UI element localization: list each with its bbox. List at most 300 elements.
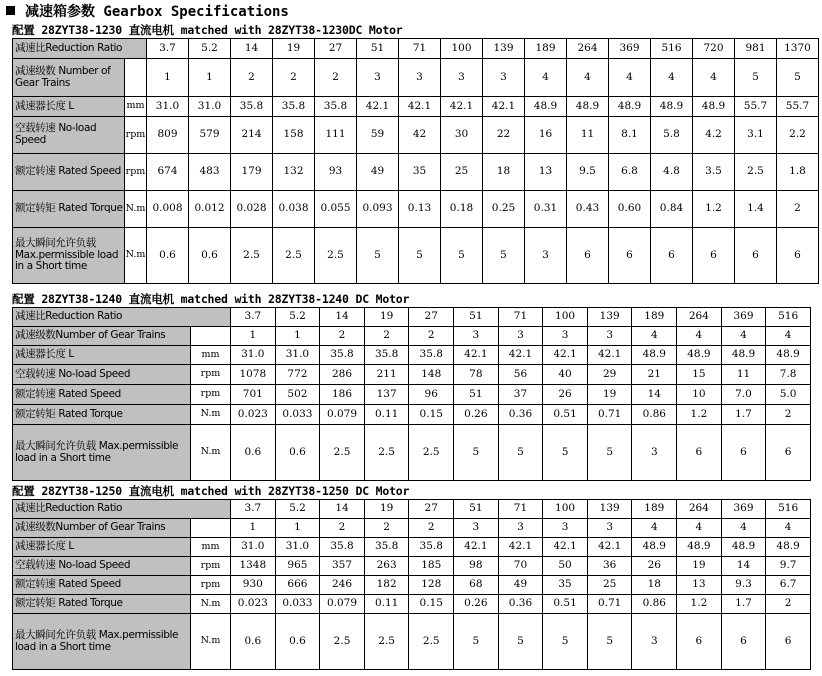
row-label: 减速器长度 L (13, 346, 191, 365)
value-cell: 59 (357, 117, 399, 154)
value-cell: 3 (441, 59, 483, 97)
value-cell: 13 (677, 576, 722, 595)
row-label: 减速比Reduction Ratio (13, 308, 231, 327)
ratio-header-cell: 14 (320, 308, 365, 327)
value-cell: 4 (766, 519, 811, 538)
value-cell: 286 (320, 365, 365, 385)
value-cell: 0.033 (275, 405, 320, 425)
value-cell: 3.1 (735, 117, 777, 154)
value-cell: 48.9 (677, 538, 722, 557)
value-cell: 48.9 (721, 538, 766, 557)
value-cell: 48.9 (766, 346, 811, 365)
ratio-header-cell: 369 (721, 308, 766, 327)
spec-table-1230 (12, 38, 819, 284)
unit-cell: rpm (125, 154, 147, 191)
value-cell: 137 (364, 385, 409, 405)
value-cell: 0.012 (189, 191, 231, 228)
value-cell: 666 (275, 576, 320, 595)
ratio-header-cell: 264 (677, 500, 722, 519)
value-cell: 35.8 (315, 97, 357, 117)
value-cell: 35.8 (273, 97, 315, 117)
row-label: 额定转矩 Rated Torque (13, 595, 191, 614)
value-cell: 42.1 (543, 346, 588, 365)
value-cell: 5 (483, 228, 525, 284)
value-cell: 42.1 (454, 538, 499, 557)
ratio-header-cell: 51 (357, 39, 399, 59)
value-cell: 3 (587, 327, 632, 346)
ratio-header-cell: 139 (587, 500, 632, 519)
value-cell: 50 (543, 557, 588, 576)
ratio-header-cell: 369 (721, 500, 766, 519)
value-cell: 42.1 (498, 346, 543, 365)
value-cell: 185 (409, 557, 454, 576)
ratio-header-cell: 14 (231, 39, 273, 59)
value-cell: 0.15 (409, 595, 454, 614)
value-cell: 483 (189, 154, 231, 191)
value-cell: 6 (677, 425, 722, 481)
value-cell: 0.51 (543, 405, 588, 425)
value-cell: 6.8 (609, 154, 651, 191)
value-cell: 0.6 (275, 425, 320, 481)
value-cell: 42.1 (399, 97, 441, 117)
unit-cell: mm (191, 538, 231, 557)
ratio-header-cell: 516 (766, 500, 811, 519)
ratio-header-cell: 19 (273, 39, 315, 59)
value-cell: 1 (275, 327, 320, 346)
value-cell: 9.7 (766, 557, 811, 576)
value-cell: 965 (275, 557, 320, 576)
ratio-header-cell: 3.7 (147, 39, 189, 59)
value-cell: 55.7 (777, 97, 819, 117)
ratio-header-cell: 71 (399, 39, 441, 59)
ratio-header-cell: 14 (320, 500, 365, 519)
value-cell: 25 (587, 576, 632, 595)
value-cell: 42.1 (543, 538, 588, 557)
table-row (13, 228, 819, 284)
value-cell: 48.9 (651, 97, 693, 117)
value-cell: 3 (632, 614, 677, 670)
value-cell: 15 (677, 365, 722, 385)
value-cell: 55.7 (735, 97, 777, 117)
row-label: 额定转速 Rated Speed (13, 385, 191, 405)
value-cell: 6 (693, 228, 735, 284)
value-cell: 13 (525, 154, 567, 191)
value-cell: 5 (498, 425, 543, 481)
value-cell: 4 (693, 59, 735, 97)
value-cell: 35.8 (231, 97, 273, 117)
table-row (13, 39, 819, 59)
value-cell: 48.9 (609, 97, 651, 117)
value-cell: 31.0 (275, 346, 320, 365)
value-cell: 42.1 (357, 97, 399, 117)
value-cell: 78 (454, 365, 499, 385)
value-cell: 3 (454, 519, 499, 538)
value-cell: 19 (587, 385, 632, 405)
value-cell: 2 (409, 519, 454, 538)
value-cell: 5 (543, 614, 588, 670)
value-cell: 35 (399, 154, 441, 191)
value-cell: 5.8 (651, 117, 693, 154)
ratio-header-cell: 1370 (777, 39, 819, 59)
section-1-title: 配置 28ZYT38-1230 直流电机 matched with 28ZYT38-1230DC Motor (12, 23, 403, 37)
value-cell: 158 (273, 117, 315, 154)
value-cell: 2 (364, 327, 409, 346)
table-row (13, 154, 819, 191)
value-cell: 48.9 (677, 346, 722, 365)
value-cell: 2.5 (364, 425, 409, 481)
unit-cell (125, 59, 147, 97)
value-cell: 48.9 (567, 97, 609, 117)
value-cell: 21 (632, 365, 677, 385)
value-cell: 26 (543, 385, 588, 405)
value-cell: 68 (454, 576, 499, 595)
value-cell: 42.1 (587, 346, 632, 365)
table-row (13, 500, 811, 519)
value-cell: 8.1 (609, 117, 651, 154)
ratio-header-cell: 189 (632, 308, 677, 327)
ratio-header-cell: 51 (454, 500, 499, 519)
value-cell: 6.7 (766, 576, 811, 595)
ratio-header-cell: 189 (632, 500, 677, 519)
value-cell: 1.2 (677, 595, 722, 614)
value-cell: 0.028 (231, 191, 273, 228)
value-cell: 35.8 (364, 538, 409, 557)
value-cell: 0.079 (320, 405, 365, 425)
value-cell: 2 (766, 595, 811, 614)
bullet-icon (6, 6, 15, 15)
value-cell: 6 (766, 425, 811, 481)
table-row (13, 595, 811, 614)
value-cell: 1.7 (721, 595, 766, 614)
value-cell: 4 (632, 327, 677, 346)
value-cell: 0.26 (454, 595, 499, 614)
value-cell: 0.6 (189, 228, 231, 284)
value-cell: 4 (567, 59, 609, 97)
value-cell: 0.71 (587, 405, 632, 425)
table-row (13, 327, 811, 346)
value-cell: 56 (498, 365, 543, 385)
value-cell: 4 (766, 327, 811, 346)
ratio-header-cell: 5.2 (189, 39, 231, 59)
value-cell: 26 (632, 557, 677, 576)
row-label: 减速器长度 L (13, 538, 191, 557)
value-cell: 4 (632, 519, 677, 538)
ratio-header-cell: 27 (315, 39, 357, 59)
ratio-header-cell: 100 (543, 308, 588, 327)
ratio-header-cell: 71 (498, 500, 543, 519)
value-cell: 0.079 (320, 595, 365, 614)
table-row (13, 365, 811, 385)
value-cell: 4 (677, 327, 722, 346)
value-cell: 0.31 (525, 191, 567, 228)
value-cell: 2.5 (320, 614, 365, 670)
value-cell: 5 (357, 228, 399, 284)
ratio-header-cell: 51 (454, 308, 499, 327)
value-cell: 128 (409, 576, 454, 595)
value-cell: 132 (273, 154, 315, 191)
value-cell: 2 (409, 327, 454, 346)
table-row (13, 59, 819, 97)
value-cell: 11 (567, 117, 609, 154)
value-cell: 5.0 (766, 385, 811, 405)
ratio-header-cell: 19 (364, 500, 409, 519)
value-cell: 18 (632, 576, 677, 595)
value-cell: 98 (454, 557, 499, 576)
unit-cell (191, 327, 231, 346)
value-cell: 0.26 (454, 405, 499, 425)
value-cell: 1078 (231, 365, 276, 385)
row-label: 额定转矩 Rated Torque (13, 405, 191, 425)
value-cell: 9.5 (567, 154, 609, 191)
value-cell: 0.43 (567, 191, 609, 228)
value-cell: 0.008 (147, 191, 189, 228)
value-cell: 4 (609, 59, 651, 97)
value-cell: 11 (721, 365, 766, 385)
value-cell: 42.1 (454, 346, 499, 365)
value-cell: 3 (587, 519, 632, 538)
value-cell: 0.84 (651, 191, 693, 228)
ratio-header-cell: 100 (441, 39, 483, 59)
ratio-header-cell: 189 (525, 39, 567, 59)
value-cell: 48.9 (766, 538, 811, 557)
row-label: 最大瞬间允许负载 Max.permissible load in a Short time (13, 228, 125, 284)
value-cell: 5 (543, 425, 588, 481)
value-cell: 263 (364, 557, 409, 576)
value-cell: 96 (409, 385, 454, 405)
value-cell: 0.86 (632, 595, 677, 614)
value-cell: 1.2 (693, 191, 735, 228)
value-cell: 357 (320, 557, 365, 576)
value-cell: 35.8 (364, 346, 409, 365)
value-cell: 48.9 (632, 538, 677, 557)
value-cell: 70 (498, 557, 543, 576)
ratio-header-cell: 516 (651, 39, 693, 59)
value-cell: 182 (364, 576, 409, 595)
value-cell: 179 (231, 154, 273, 191)
unit-cell: rpm (191, 576, 231, 595)
value-cell: 772 (275, 365, 320, 385)
row-label: 减速器长度 L (13, 97, 125, 117)
value-cell: 3 (357, 59, 399, 97)
value-cell: 0.18 (441, 191, 483, 228)
ratio-header-cell: 720 (693, 39, 735, 59)
value-cell: 31.0 (189, 97, 231, 117)
value-cell: 246 (320, 576, 365, 595)
value-cell: 148 (409, 365, 454, 385)
value-cell: 186 (320, 385, 365, 405)
value-cell: 3 (543, 519, 588, 538)
value-cell: 4 (721, 327, 766, 346)
value-cell: 0.023 (231, 405, 276, 425)
table-row (13, 385, 811, 405)
value-cell: 701 (231, 385, 276, 405)
ratio-header-cell: 19 (364, 308, 409, 327)
ratio-header-cell: 27 (409, 308, 454, 327)
value-cell: 1.2 (677, 405, 722, 425)
value-cell: 93 (315, 154, 357, 191)
value-cell: 3 (498, 327, 543, 346)
value-cell: 30 (441, 117, 483, 154)
value-cell: 35.8 (409, 538, 454, 557)
value-cell: 42.1 (441, 97, 483, 117)
value-cell: 0.033 (275, 595, 320, 614)
row-label: 额定转矩 Rated Torque (13, 191, 125, 228)
value-cell: 2 (364, 519, 409, 538)
value-cell: 2.5 (409, 425, 454, 481)
value-cell: 4 (525, 59, 567, 97)
row-label: 减速比Reduction Ratio (13, 39, 147, 59)
row-label: 额定转速 Rated Speed (13, 154, 125, 191)
row-label: 空载转速 No-load Speed (13, 117, 125, 154)
ratio-header-cell: 264 (677, 308, 722, 327)
ratio-header-cell: 369 (609, 39, 651, 59)
value-cell: 35.8 (409, 346, 454, 365)
table-row (13, 405, 811, 425)
ratio-header-cell: 27 (409, 500, 454, 519)
value-cell: 40 (543, 365, 588, 385)
ratio-header-cell: 264 (567, 39, 609, 59)
value-cell: 37 (498, 385, 543, 405)
value-cell: 0.6 (275, 614, 320, 670)
value-cell: 4.2 (693, 117, 735, 154)
value-cell: 42.1 (587, 538, 632, 557)
value-cell: 3 (483, 59, 525, 97)
value-cell: 10 (677, 385, 722, 405)
value-cell: 6 (766, 614, 811, 670)
value-cell: 4 (651, 59, 693, 97)
value-cell: 35 (543, 576, 588, 595)
value-cell: 1 (275, 519, 320, 538)
unit-cell: rpm (125, 117, 147, 154)
value-cell: 14 (721, 557, 766, 576)
value-cell: 6 (721, 425, 766, 481)
value-cell: 2.5 (315, 228, 357, 284)
value-cell: 0.11 (364, 595, 409, 614)
row-label: 减速比Reduction Ratio (13, 500, 231, 519)
value-cell: 214 (231, 117, 273, 154)
value-cell: 930 (231, 576, 276, 595)
value-cell: 3 (498, 519, 543, 538)
ratio-header-cell: 71 (498, 308, 543, 327)
value-cell: 48.9 (721, 346, 766, 365)
value-cell: 0.6 (147, 228, 189, 284)
table-row (13, 346, 811, 365)
value-cell: 0.11 (364, 405, 409, 425)
value-cell: 0.038 (273, 191, 315, 228)
value-cell: 2 (231, 59, 273, 97)
value-cell: 1.8 (777, 154, 819, 191)
value-cell: 2.5 (273, 228, 315, 284)
table-row (13, 308, 811, 327)
value-cell: 0.36 (498, 405, 543, 425)
value-cell: 5 (399, 228, 441, 284)
value-cell: 31.0 (231, 538, 276, 557)
value-cell: 3 (543, 327, 588, 346)
ratio-header-cell: 3.7 (231, 308, 276, 327)
row-label: 最大瞬间允许负载 Max.permissible load in a Short time (13, 425, 191, 481)
row-label: 额定转速 Rated Speed (13, 576, 191, 595)
value-cell: 6 (721, 614, 766, 670)
row-label: 空载转速 No-load Speed (13, 557, 191, 576)
value-cell: 6 (777, 228, 819, 284)
value-cell: 4.8 (651, 154, 693, 191)
value-cell: 5 (454, 614, 499, 670)
value-cell: 6 (677, 614, 722, 670)
value-cell: 16 (525, 117, 567, 154)
value-cell: 2.5 (320, 425, 365, 481)
value-cell: 1348 (231, 557, 276, 576)
value-cell: 6 (735, 228, 777, 284)
unit-cell: rpm (191, 385, 231, 405)
value-cell: 18 (483, 154, 525, 191)
value-cell: 6 (609, 228, 651, 284)
unit-cell (191, 519, 231, 538)
value-cell: 49 (498, 576, 543, 595)
row-label: 减速级数 Number of Gear Trains (13, 59, 125, 97)
value-cell: 0.055 (315, 191, 357, 228)
value-cell: 2 (777, 191, 819, 228)
row-label: 减速级数Number of Gear Trains (13, 327, 191, 346)
value-cell: 3.5 (693, 154, 735, 191)
unit-cell: N.m (191, 595, 231, 614)
value-cell: 14 (632, 385, 677, 405)
value-cell: 19 (677, 557, 722, 576)
value-cell: 48.9 (525, 97, 567, 117)
row-label: 减速级数Number of Gear Trains (13, 519, 191, 538)
value-cell: 0.6 (231, 614, 276, 670)
value-cell: 2 (320, 519, 365, 538)
table-row (13, 425, 811, 481)
value-cell: 42.1 (498, 538, 543, 557)
value-cell: 31.0 (275, 538, 320, 557)
value-cell: 6 (651, 228, 693, 284)
value-cell: 2 (320, 327, 365, 346)
value-cell: 0.023 (231, 595, 276, 614)
value-cell: 1 (147, 59, 189, 97)
section-2-title: 配置 28ZYT38-1240 直流电机 matched with 28ZYT38-1240 DC Motor (12, 292, 410, 306)
value-cell: 5 (777, 59, 819, 97)
unit-cell: N.m (125, 191, 147, 228)
value-cell: 2.5 (231, 228, 273, 284)
table-row (13, 117, 819, 154)
value-cell: 25 (441, 154, 483, 191)
value-cell: 5 (587, 614, 632, 670)
value-cell: 2.5 (409, 614, 454, 670)
value-cell: 2.5 (364, 614, 409, 670)
value-cell: 6 (567, 228, 609, 284)
ratio-header-cell: 3.7 (231, 500, 276, 519)
value-cell: 42 (399, 117, 441, 154)
table-row (13, 614, 811, 670)
value-cell: 0.13 (399, 191, 441, 228)
value-cell: 2.5 (735, 154, 777, 191)
value-cell: 1.4 (735, 191, 777, 228)
value-cell: 502 (275, 385, 320, 405)
section-3-title: 配置 28ZYT38-1250 直流电机 matched with 28ZYT38-1250 DC Motor (12, 484, 410, 498)
value-cell: 42.1 (483, 97, 525, 117)
value-cell: 3 (454, 327, 499, 346)
row-label: 空载转速 No-load Speed (13, 365, 191, 385)
value-cell: 2.2 (777, 117, 819, 154)
table-row (13, 97, 819, 117)
value-cell: 4 (721, 519, 766, 538)
value-cell: 2 (315, 59, 357, 97)
spec-table-1240 (12, 307, 811, 481)
value-cell: 7.8 (766, 365, 811, 385)
value-cell: 0.15 (409, 405, 454, 425)
ratio-header-cell: 139 (483, 39, 525, 59)
value-cell: 0.25 (483, 191, 525, 228)
